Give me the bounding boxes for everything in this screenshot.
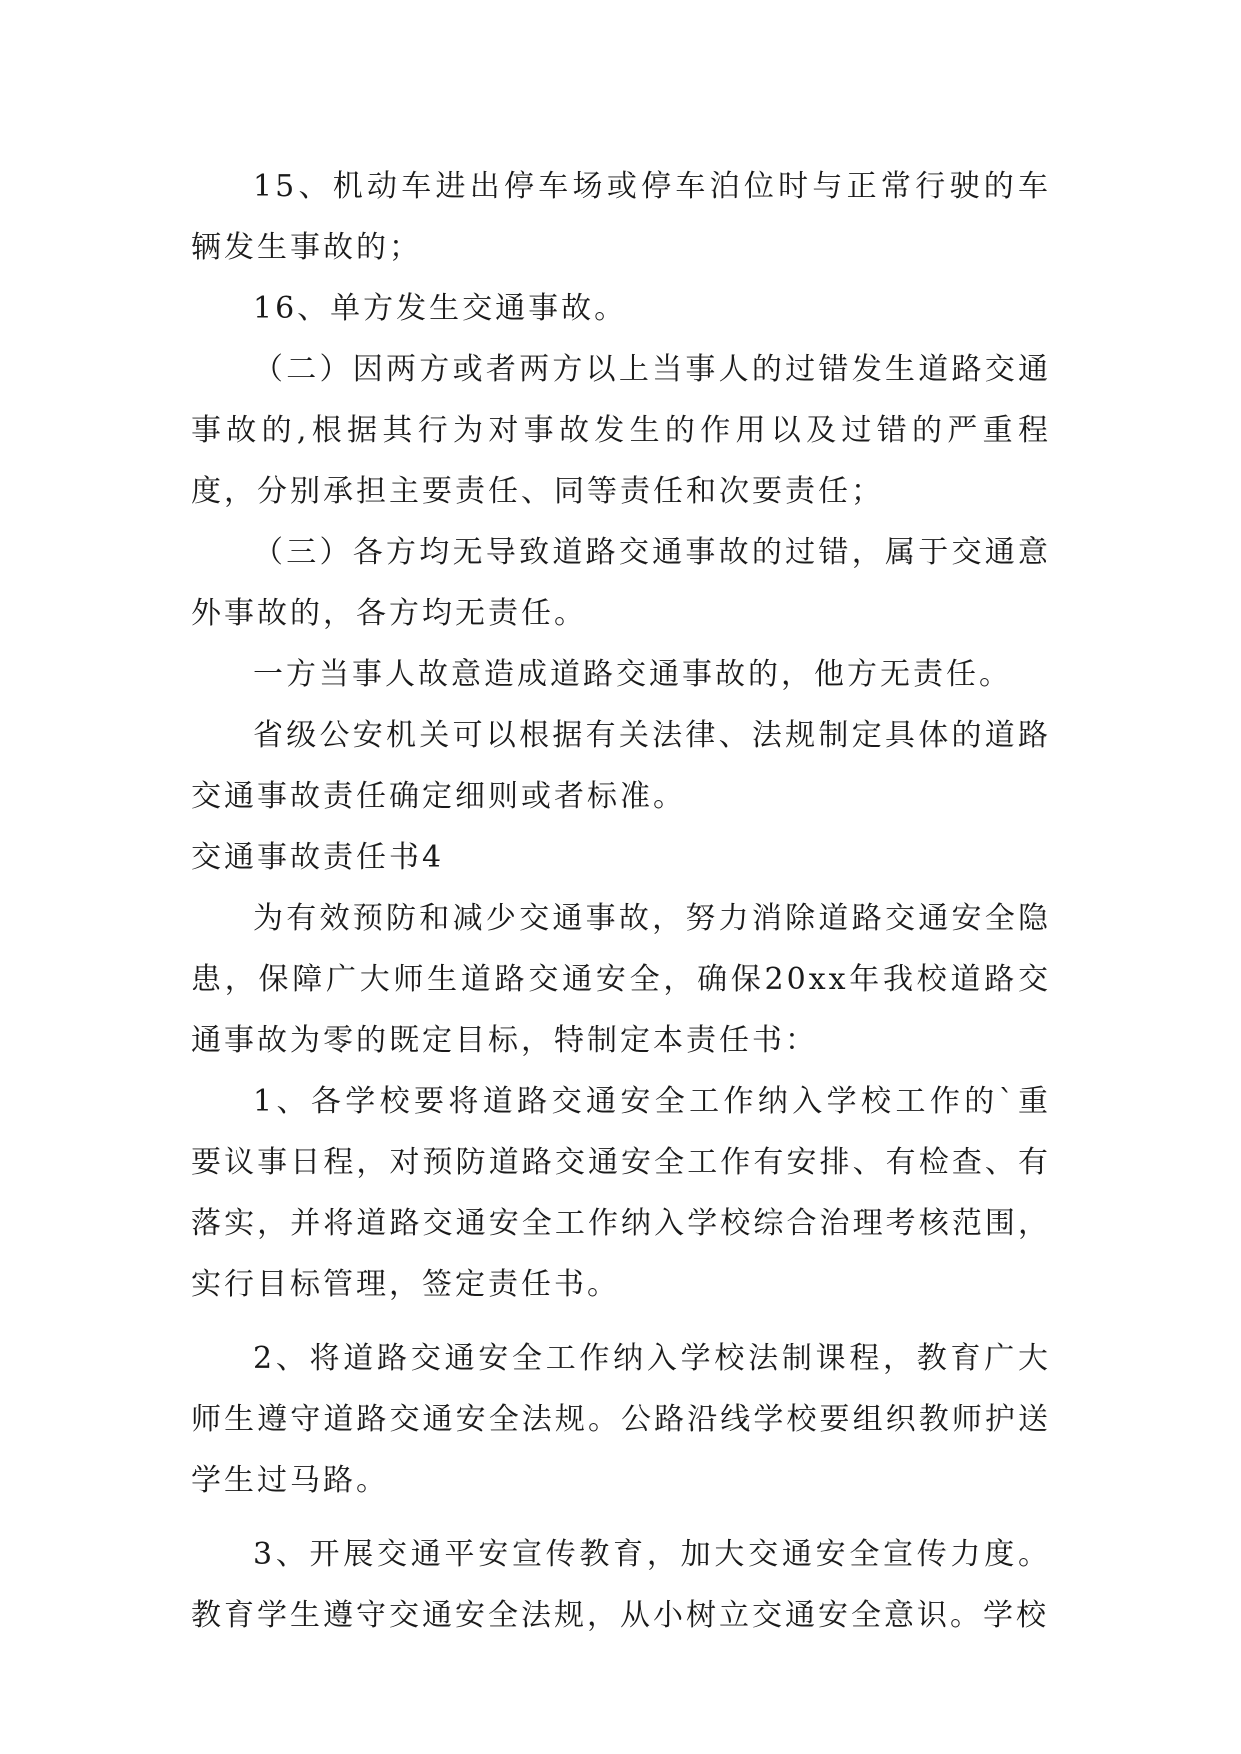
paragraph-item-2: 2、将道路交通安全工作纳入学校法制课程，教育广大师生遵守道路交通安全法规。公路沿线学校要组织教师护送学生过马路。 <box>191 1341 1051 1498</box>
paragraph-item-1: 1、各学校要将道路交通安全工作纳入学校工作的`重要议事日程，对预防道路交通安全工作有安排、有检查、有落实，并将道路交通安全工作纳入学校综合治理考核范围，实行目标管理，签定责任书。 <box>191 1084 1051 1302</box>
paragraph-clause-two: （二）因两方或者两方以上当事人的过错发生道路交通事故的,根据其行为对事故发生的作用以及过错的严重程度，分别承担主要责任、同等责任和次要责任； <box>191 352 1051 509</box>
paragraph-intentional-party: 一方当事人故意造成道路交通事故的，他方无责任。 <box>253 657 1012 692</box>
paragraph-clause-three: （三）各方均无导致道路交通事故的过错，属于交通意外事故的，各方均无责任。 <box>191 535 1051 631</box>
document-body <box>191 156 1051 1646</box>
paragraph-provincial-rules: 省级公安机关可以根据有关法律、法规制定具体的道路交通事故责任确定细则或者标准。 <box>191 718 1051 814</box>
section-heading: 交通事故责任书4 <box>191 840 445 875</box>
paragraph-item-15: 15、机动车进出停车场或停车泊位时与正常行驶的车辆发生事故的； <box>191 169 1051 265</box>
paragraph-item-3: 3、开展交通平安宣传教育，加大交通安全宣传力度。教育学生遵守交通安全法规，从小树立交通安全意识。学校 <box>191 1537 1051 1633</box>
paragraph-item-16: 16、单方发生交通事故。 <box>253 291 628 326</box>
paragraph-intro: 为有效预防和减少交通事故，努力消除道路交通安全隐患，保障广大师生道路交通安全，确保20xx年我校道路交通事故为零的既定目标，特制定本责任书： <box>191 901 1051 1058</box>
